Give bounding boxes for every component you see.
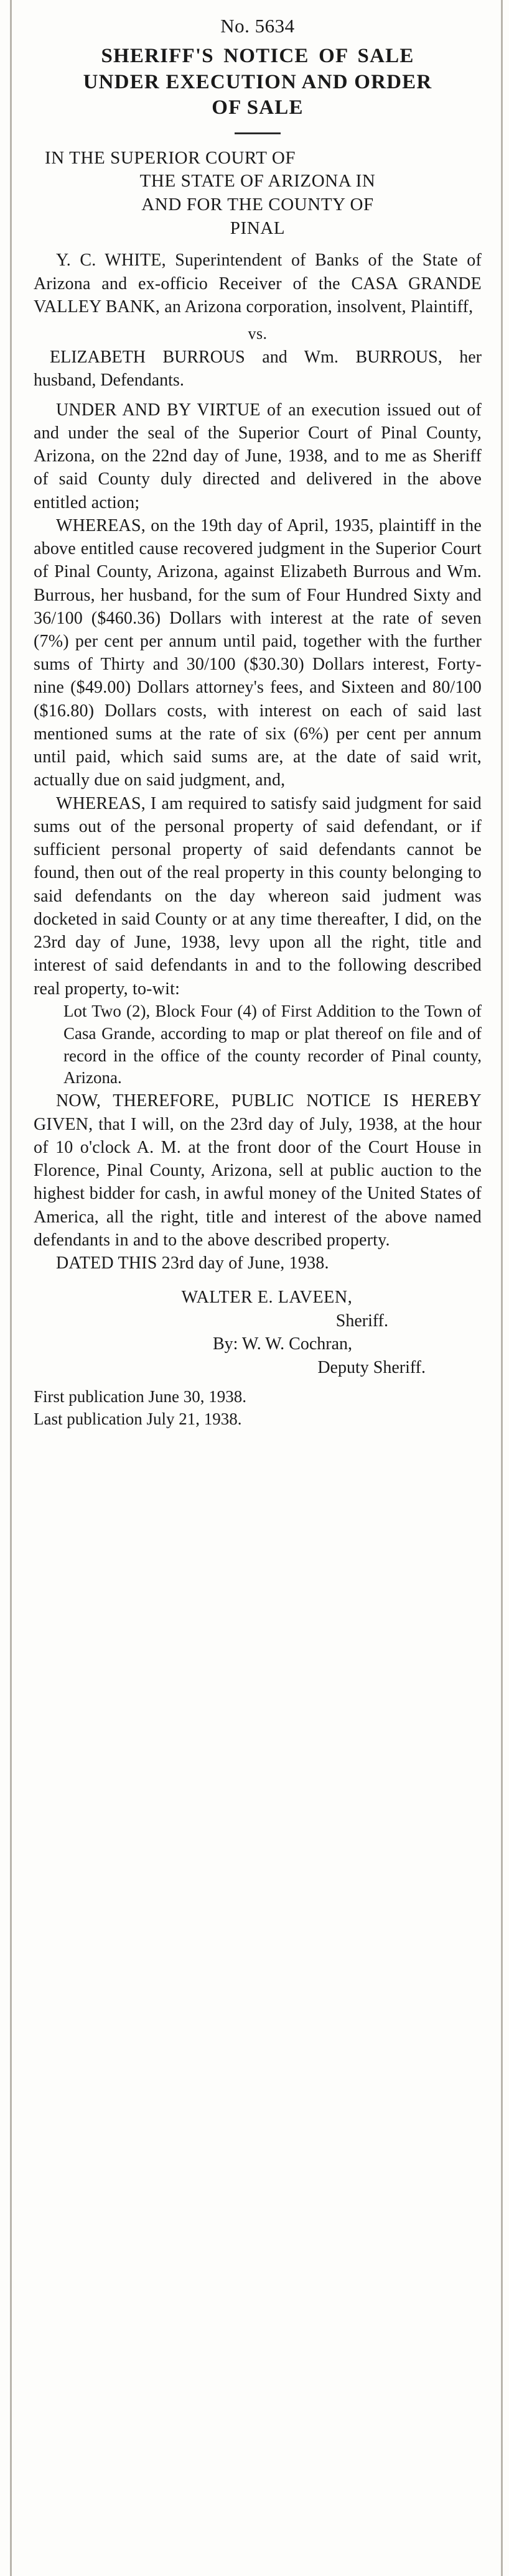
plaintiff-paragraph: Y. C. WHITE, Superintendent of Banks of the State of Arizona and ex-officio Receiver of the CASA GRANDE VALLEY BANK, an Arizona corporation, insolvent, Plaintiff, bbox=[34, 251, 482, 316]
publication-dates bbox=[34, 1385, 482, 1430]
notice-number: No. 5634 bbox=[220, 15, 295, 37]
deputy-title: Deputy Sheriff. bbox=[317, 1357, 426, 1377]
divider-rule bbox=[235, 132, 281, 134]
court-heading-line-2: THE STATE OF ARIZONA IN bbox=[139, 171, 376, 192]
sheriff-title: Sheriff. bbox=[335, 1311, 388, 1331]
public-notice-paragraph: NOW, THEREFORE, PUBLIC NOTICE IS HEREBY GIVEN, that I will, on the 23rd day of July, 1938, at the hour of 10 o'clock A. M. at the front door of the Court House in Florence, Pinal County, Arizona, sell at public auction to the highest bidder for cash, in awful money of the United States of America, all the right, title and interest of the above named defendants in and to the above described property. bbox=[34, 1091, 482, 1250]
sheriff-name: WALTER E. LAVEEN, bbox=[181, 1288, 353, 1308]
court-heading-line-4: PINAL bbox=[230, 218, 286, 238]
first-publication: First publication June 30, 1938. bbox=[34, 1387, 246, 1406]
headline-line-3: OF SALE bbox=[212, 96, 304, 119]
column-rule-left bbox=[10, 0, 12, 2576]
notice-headline bbox=[34, 44, 482, 121]
court-heading bbox=[34, 147, 482, 241]
execution-paragraph: UNDER AND BY VIRTUE of an execution issued out of and under the seal of the Superior Court of Pinal County, Arizona, on the 22nd day of June, 1938, and to me as Sheriff of said County duly directed and delivered in the above entitled action; bbox=[34, 400, 482, 512]
headline-line-1: SHERIFF'S NOTICE OF SALE bbox=[101, 45, 414, 67]
deputy-by-line: By: W. W. Cochran, bbox=[212, 1334, 352, 1354]
court-heading-line-1: IN THE SUPERIOR COURT OF bbox=[45, 147, 296, 168]
dated-paragraph: DATED THIS 23rd day of June, 1938. bbox=[56, 1253, 329, 1273]
last-publication: Last publication July 21, 1938. bbox=[34, 1410, 242, 1429]
defendants-paragraph: ELIZABETH BURROUS and Wm. BURROUS, her husband, Defendants. bbox=[34, 348, 482, 390]
signature-block bbox=[34, 1286, 482, 1379]
levy-paragraph: WHEREAS, I am required to satisfy said judgment for said sums out of the personal property of said defendant, or if sufficient personal property of said defendants cannot be found, then out of the real property in this county belonging to said defendants on the day whereon said judment was docketed in said County or at any time thereafter, I did, on the 23rd day of June, 1938, levy upon all the right, title and interest of said defendants in and to the following described real property, to-wit: bbox=[34, 793, 482, 999]
versus-label: vs. bbox=[248, 325, 268, 343]
column-rule-right bbox=[501, 0, 503, 2576]
headline-line-2: UNDER EXECUTION AND ORDER bbox=[83, 70, 432, 93]
court-heading-line-3: AND FOR THE COUNTY OF bbox=[141, 195, 374, 215]
legal-description: Lot Two (2), Block Four (4) of First Addition to the Town of Casa Grande, according to map or plat thereof on file and of record in the office of the county recorder of Pinal county, Arizona. bbox=[63, 1001, 482, 1087]
judgment-paragraph: WHEREAS, on the 19th day of April, 1935, plaintiff in the above entitled cause recovered judgment in the Superior Court of Pinal County, Arizona, against Elizabeth Burrous and Wm. Burrous, her husband, for the sum of Four Hundred Sixty and 36/100 ($460.36) Dollars with interest at the rate of seven (7%) per cent per annum until paid, together with the further sums of Thirty and 30/100 ($30.30) Dollars interest, Forty-nine ($49.00) Dollars attorney's fees, and Sixteen and 80/100 ($16.80) Dollars costs, with interest on each of said last mentioned sums at the rate of six (6%) per cent per annum until paid, which said sums are, at the date of said writ, actually due on said judgment, and, bbox=[34, 515, 482, 790]
